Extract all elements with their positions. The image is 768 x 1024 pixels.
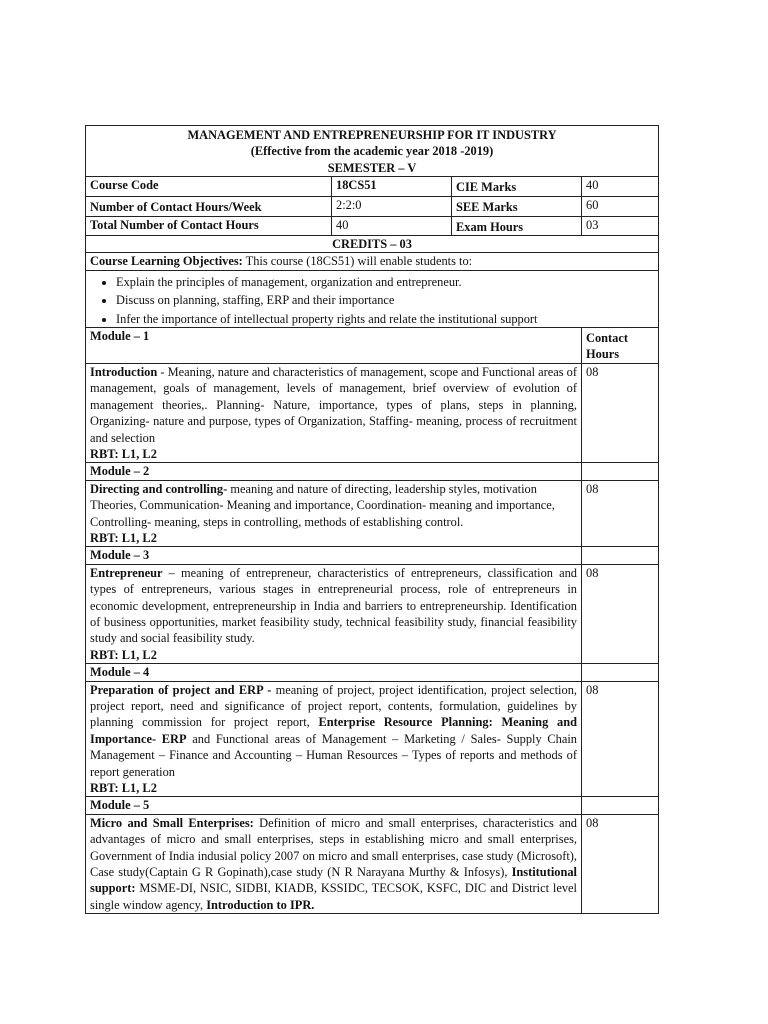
credits: CREDITS – 03 (86, 236, 659, 253)
module-4-body-1: meaning of project, project identification, project selection, project report, need and significance of project report, contents, formulation, guidelines by planning commission for project report, (90, 682, 577, 730)
module-2-hours: 08 (582, 480, 659, 547)
module-2-rbt: RBT: L1, L2 (90, 530, 157, 545)
objective-item: • Discuss on planning, staffing, ERP and their importance (116, 292, 654, 308)
module-3-body: – meaning of entrepreneur, characteristics of entrepreneurs, classification and types of entrepreneurs, various stages in entrepreneurial process, role of entrepreneurs in economic development, entrepreneurship in India and barriers to entrepreneurship. Identification of business opportunities, market feasibility study, technical feasibility study, financial feasibility study and social feasibility study. (90, 565, 577, 646)
objective-item: • Infer the importance of intellectual property rights and relate the institutional support (116, 311, 654, 327)
contact-week-label: Number of Contact Hours/Week (86, 197, 332, 216)
module-3-hours: 08 (582, 564, 659, 663)
see-marks-value: 60 (582, 197, 659, 216)
module-4-erp-heading: Enterprise Resource Planning: Meaning and Importance- ERP (90, 715, 577, 746)
module-3-header-row (86, 547, 659, 564)
objectives-intro: This course (18CS51) will enable students to: (242, 254, 473, 269)
module-1-body: - Meaning, nature and characteristics of management, scope and Functional areas of management, goals of management, levels of management, brief overview of evolution of management theories,. Planning- Nature, importance, types of plans, steps in planning, Organizing- nature and purpose, types of Organization, Staffing- meaning, process of recruitment and selection (90, 364, 577, 445)
info-row-course-code (86, 177, 659, 197)
exam-hours-value: 03 (582, 216, 659, 235)
cie-marks-label: CIE Marks (452, 177, 582, 197)
module-1-lead: Introduction (90, 364, 158, 379)
module-4-body-2: and Functional areas of Management – Marketing / Sales- Supply Chain Management – Finance and Accounting – Human Resources – Types of reports and methods of report generation (90, 731, 577, 779)
course-title: MANAGEMENT AND ENTREPRENEURSHIP FOR IT INDUSTRY (187, 128, 557, 142)
header-row (86, 126, 659, 177)
cie-marks-value: 40 (582, 177, 659, 197)
contact-hours-label: Contact Hours (582, 328, 659, 364)
effective-year: (Effective from the academic year 2018 -2019) (250, 144, 494, 159)
module-1-rbt: RBT: L1, L2 (90, 446, 157, 461)
total-hours-label: Total Number of Contact Hours (86, 216, 332, 235)
total-hours-value: 40 (332, 216, 452, 235)
info-row-contact-week (86, 197, 659, 216)
module-4-title: Module – 4 (86, 664, 582, 681)
module-5-hours: 08 (582, 814, 659, 913)
module-1-body-row (86, 363, 659, 462)
module-4-hours: 08 (582, 681, 659, 797)
see-marks-label: SEE Marks (452, 197, 582, 216)
semester: SEMESTER – V (327, 160, 417, 175)
objective-item: • Explain the principles of management, organization and entrepreneur. (116, 274, 654, 290)
course-code-value: 18CS51 (332, 177, 452, 197)
module-4-rbt: RBT: L1, L2 (90, 781, 157, 796)
module-1-title: Module – 1 (86, 328, 582, 364)
course-code-label: Course Code (86, 177, 332, 197)
module-5-lead: Micro and Small Enterprises: (90, 815, 254, 830)
module-3-rbt: RBT: L1, L2 (90, 647, 157, 662)
module-5-title: Module – 5 (86, 797, 582, 814)
module-2-title: Module – 2 (86, 463, 582, 480)
module-4-header-row (86, 664, 659, 681)
contact-week-value: 2:2:0 (332, 197, 452, 216)
module-2-lead: Directing and controlling- (90, 481, 228, 496)
module-5-body-row (86, 814, 659, 913)
objectives-heading-row (86, 253, 659, 270)
credits-row (86, 236, 659, 253)
module-4-lead: Preparation of project and ERP - (90, 682, 272, 697)
module-5-body-1: Definition of micro and small enterprises, characteristics and advantages of micro and small enterprises, steps in establishing micro and small enterprises, Government of India indusial policy 2007 on micro and small enterprises, case study (Microsoft), Case study(Captain G R Gopinath),case study (N R Narayana Murthy & Infosys), (90, 815, 577, 880)
objectives-list (90, 274, 654, 327)
module-2-body-row (86, 480, 659, 547)
objectives-label: Course Learning Objectives: (90, 254, 243, 269)
module-5-ipr-heading: Introduction to IPR. (206, 897, 315, 912)
module-3-lead: Entrepreneur (90, 565, 163, 580)
module-5-institutional-heading: Institutional support: (90, 865, 577, 896)
module-3-title: Module – 3 (86, 547, 582, 564)
syllabus-table (85, 125, 659, 914)
objectives-list-row (86, 270, 659, 327)
exam-hours-label: Exam Hours (452, 216, 582, 235)
syllabus-page (85, 125, 658, 914)
module-5-header-row (86, 797, 659, 814)
module-4-body-row (86, 681, 659, 797)
module-1-header-row (86, 328, 659, 364)
module-5-body-2: MSME-DI, NSIC, SIDBI, KIADB, KSSIDC, TECSOK, KSFC, DIC and District level single window agency, (90, 881, 577, 912)
module-2-body: meaning and nature of directing, leadership styles, motivation Theories, Communication- Meaning and importance, Coordination- meaning and importance, Controlling- meaning, steps in controlling, methods of establishing control. (90, 481, 555, 529)
info-row-total-hours (86, 216, 659, 235)
module-3-body-row (86, 564, 659, 663)
module-1-hours: 08 (582, 363, 659, 462)
module-2-header-row (86, 463, 659, 480)
